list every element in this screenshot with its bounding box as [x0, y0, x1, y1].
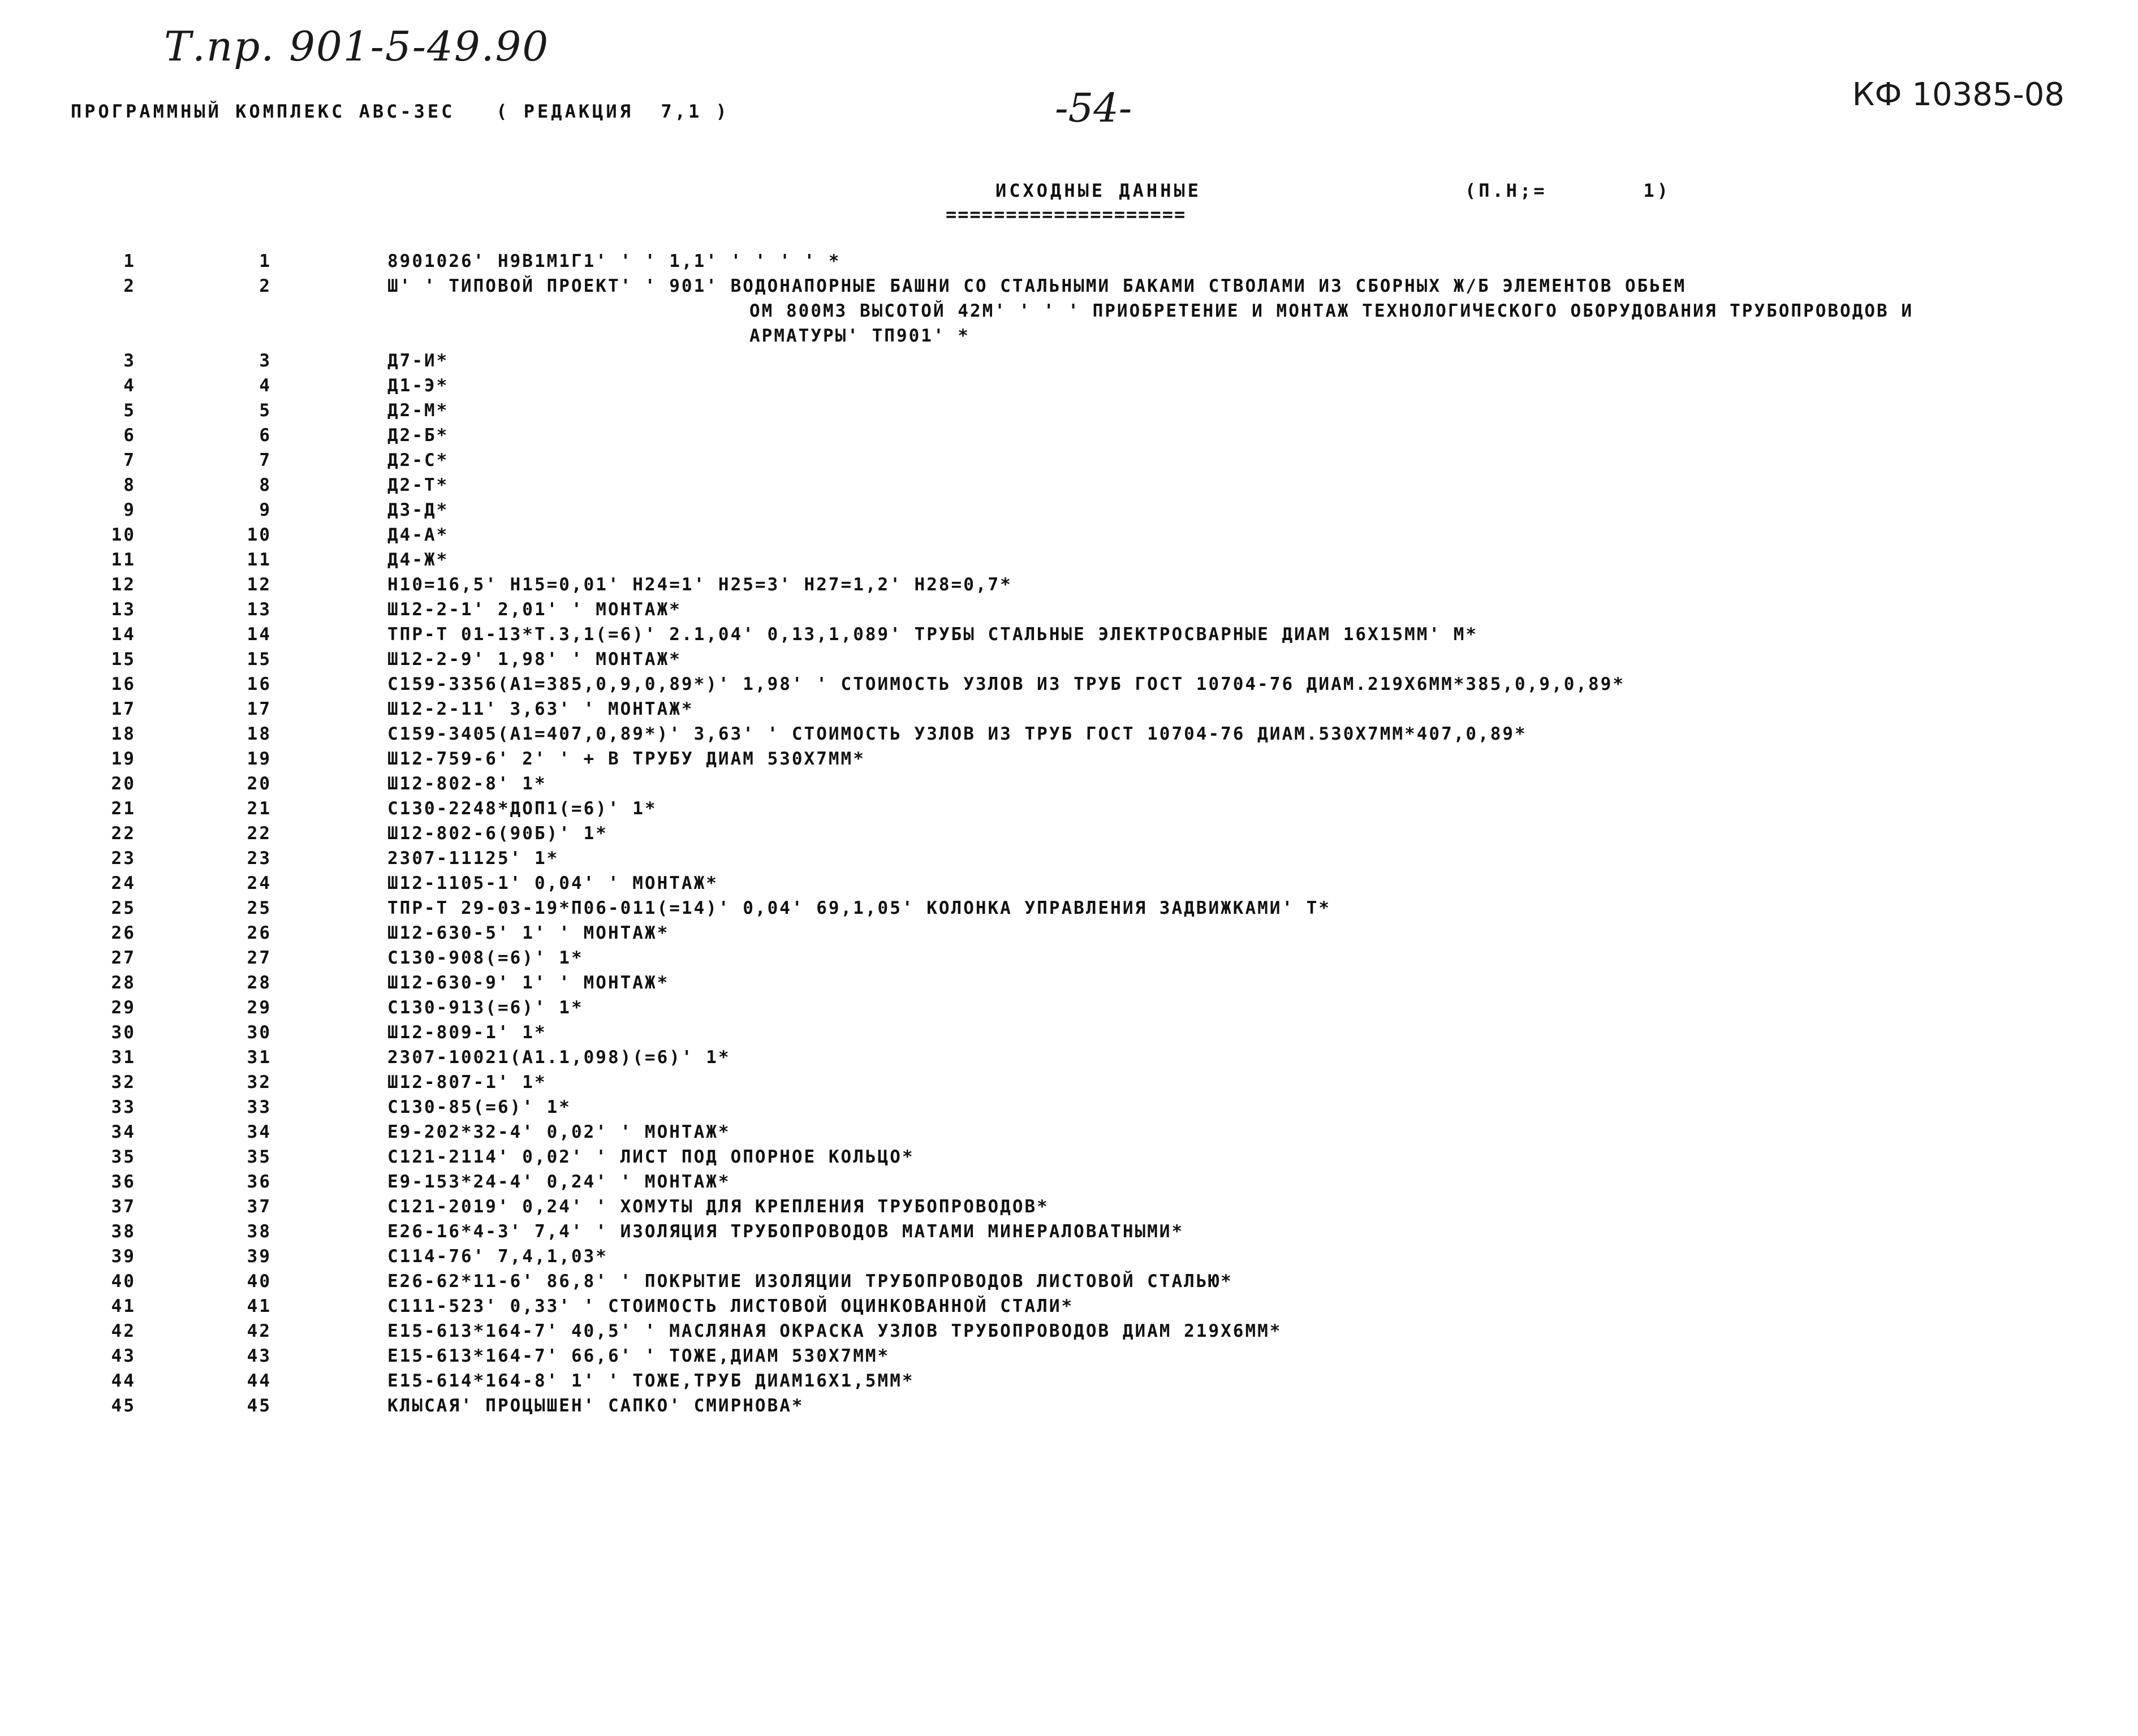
- card-number: 23: [247, 848, 271, 869]
- card-number: 13: [247, 599, 271, 620]
- listing-text: [387, 647, 2101, 672]
- listing-text: [387, 1294, 2101, 1319]
- line-number: 30: [111, 1022, 136, 1043]
- listing-text: [387, 498, 2101, 522]
- listing-text: [387, 522, 2101, 547]
- line-number: 40: [111, 1271, 136, 1292]
- listing-text: [387, 672, 2101, 697]
- card-number: 20: [247, 774, 271, 794]
- listing-text: [387, 722, 2101, 746]
- listing-text-line: Ш12-2-9' 1,98' ' МОНТАЖ*: [387, 649, 682, 670]
- line-number: 15: [111, 649, 136, 670]
- listing-text: [387, 622, 2101, 647]
- listing-row: [0, 796, 2138, 821]
- listing-row: [0, 1045, 2138, 1070]
- listing-text: [387, 1169, 2101, 1194]
- listing-text-line: Ш12-802-6(90Б)' 1*: [387, 823, 608, 844]
- listing-row: [0, 672, 2138, 697]
- card-number: 33: [247, 1097, 271, 1117]
- listing-text: [387, 274, 2101, 348]
- listing-text: [387, 249, 2101, 274]
- card-number: 28: [247, 973, 271, 993]
- listing-text: [387, 1219, 2101, 1244]
- listing-text-line: Ш12-630-5' 1' ' МОНТАЖ*: [387, 923, 670, 943]
- line-number: 8: [123, 475, 136, 495]
- listing-row: [0, 249, 2138, 274]
- line-number: 9: [123, 500, 136, 520]
- listing-row: [0, 1368, 2138, 1393]
- listing-row: [0, 1194, 2138, 1219]
- line-number: 26: [111, 923, 136, 943]
- card-number: 10: [247, 525, 271, 545]
- card-number: 15: [247, 649, 271, 670]
- listing-row: [0, 846, 2138, 871]
- listing-row: [0, 274, 2138, 348]
- card-number: 35: [247, 1147, 271, 1167]
- line-number: 23: [111, 848, 136, 869]
- line-number: 28: [111, 973, 136, 993]
- listing-row: [0, 398, 2138, 423]
- listing-text: [387, 1020, 2101, 1045]
- listing-text: [387, 1368, 2101, 1393]
- listing-text-line: Н10=16,5' Н15=0,01' Н24=1' Н25=3' Н27=1,2' Н28=0,7*: [387, 575, 1012, 595]
- line-number: 12: [111, 575, 136, 595]
- listing-row: [0, 547, 2138, 572]
- listing-text-line: Ш12-759-6' 2' ' + В ТРУБУ ДИАМ 530Х7ММ*: [387, 749, 865, 769]
- listing-text: [387, 1269, 2101, 1294]
- listing-text-line: Ш12-809-1' 1*: [387, 1022, 547, 1043]
- listing-row: [0, 1219, 2138, 1244]
- card-number: 14: [247, 624, 271, 645]
- listing-text: [387, 1095, 2101, 1120]
- card-number: 24: [247, 873, 271, 893]
- listing-text: [387, 1194, 2101, 1219]
- listing-text: [387, 846, 2101, 871]
- listing-text: [387, 945, 2101, 970]
- listing-row: [0, 647, 2138, 672]
- card-number: 17: [247, 699, 271, 719]
- card-number: 3: [259, 351, 271, 371]
- line-number: 13: [111, 599, 136, 620]
- listing-text-line: Ш12-807-1' 1*: [387, 1072, 547, 1092]
- listing-text-line: Д4-А*: [387, 525, 449, 545]
- listing-text: [387, 1145, 2101, 1169]
- card-number: 11: [247, 550, 271, 570]
- listing-text: [387, 547, 2101, 572]
- card-number: 9: [259, 500, 271, 520]
- card-number: 7: [259, 450, 271, 470]
- line-number: 33: [111, 1097, 136, 1117]
- page-title: ИСХОДНЫЕ ДАННЫЕ: [995, 180, 1201, 201]
- line-number: 37: [111, 1197, 136, 1217]
- handwritten-page-number: -54-: [1055, 85, 1132, 131]
- listing-text: [387, 597, 2101, 622]
- listing-text: [387, 921, 2101, 945]
- listing-text-line: Ш' ' ТИПОВОЙ ПРОЕКТ' ' 901' ВОДОНАПОРНЫЕ БАШНИ СО СТАЛЬНЫМИ БАКАМИ СТВОЛАМИ ИЗ СБОРНЫХ Ж/Б ЭЛЕМЕНТОВ ОБЬЕМ: [387, 276, 1687, 296]
- listing-text-line: С130-2248*ДОП1(=6)' 1*: [387, 798, 657, 819]
- listing-text-line: ТПР-Т 01-13*Т.3,1(=6)' 2.1,04' 0,13,1,089' ТРУБЫ СТАЛЬНЫЕ ЭЛЕКТРОСВАРНЫЕ ДИАМ 16Х15ММ' М*: [387, 624, 1479, 645]
- listing-text: [387, 448, 2101, 473]
- line-number: 34: [111, 1122, 136, 1142]
- line-number: 3: [123, 351, 136, 371]
- listing-row: [0, 597, 2138, 622]
- line-number: 36: [111, 1172, 136, 1192]
- listing-row: [0, 921, 2138, 945]
- line-number: 16: [111, 674, 136, 694]
- line-number: 7: [123, 450, 136, 470]
- line-number: 35: [111, 1147, 136, 1167]
- listing-text-line: С121-2019' 0,24' ' ХОМУТЫ ДЛЯ КРЕПЛЕНИЯ ТРУБОПРОВОДОВ*: [387, 1197, 1049, 1217]
- card-number: 16: [247, 674, 271, 694]
- card-number: 25: [247, 898, 271, 918]
- listing-text-line: С111-523' 0,33' ' СТОИМОСТЬ ЛИСТОВОЙ ОЦИНКОВАННОЙ СТАЛИ*: [387, 1296, 1074, 1316]
- card-number: 1: [259, 251, 271, 271]
- card-number: 27: [247, 948, 271, 968]
- listing-text-line: С130-908(=6)' 1*: [387, 948, 584, 968]
- card-number: 29: [247, 997, 271, 1018]
- listing-text-line: Ш12-630-9' 1' ' МОНТАЖ*: [387, 973, 670, 993]
- listing-row: [0, 1344, 2138, 1368]
- card-number: 44: [247, 1371, 271, 1391]
- card-number: 41: [247, 1296, 271, 1316]
- listing-text-line: 8901026' Н9В1М1Г1' ' ' 1,1' ' ' ' ' *: [387, 251, 841, 271]
- card-number: 21: [247, 798, 271, 819]
- line-number: 20: [111, 774, 136, 794]
- listing-row: [0, 522, 2138, 547]
- listing-continuation: ОМ 800М3 ВЫСОТОЙ 42М' ' ' ' ПРИОБРЕТЕНИЕ И МОНТАЖ ТЕХНОЛОГИЧЕСКОГО ОБОРУДОВАНИЯ ТРУБОПРОВОДОВ И: [749, 301, 1914, 321]
- line-number: 11: [111, 550, 136, 570]
- handwritten-document-id: КФ 10385-08: [1852, 76, 2064, 113]
- listing-text-line: Ш12-1105-1' 0,04' ' МОНТАЖ*: [387, 873, 718, 893]
- listing-row: [0, 970, 2138, 995]
- line-number: 24: [111, 873, 136, 893]
- listing-row: [0, 1070, 2138, 1095]
- listing-text: [387, 373, 2101, 398]
- pn-indicator: (П.Н;= 1): [1465, 180, 1671, 201]
- line-number: 1: [123, 251, 136, 271]
- card-number: 19: [247, 749, 271, 769]
- card-number: 43: [247, 1346, 271, 1366]
- listing-row: [0, 572, 2138, 597]
- line-number: 44: [111, 1371, 136, 1391]
- card-number: 36: [247, 1172, 271, 1192]
- card-number: 31: [247, 1047, 271, 1068]
- listing-text-line: С121-2114' 0,02' ' ЛИСТ ПОД ОПОРНОЕ КОЛЬЦО*: [387, 1147, 915, 1167]
- line-number: 38: [111, 1221, 136, 1242]
- listing-row: [0, 896, 2138, 921]
- card-number: 18: [247, 724, 271, 744]
- listing-text-line: С159-3405(А1=407,0,89*)' 3,63' ' СТОИМОСТЬ УЗЛОВ ИЗ ТРУБ ГОСТ 10704-76 ДИАМ.530Х7ММ*407,0,89*: [387, 724, 1527, 744]
- listing-text-line: С130-85(=6)' 1*: [387, 1097, 571, 1117]
- listing-row: [0, 1294, 2138, 1319]
- listing-row: [0, 821, 2138, 846]
- listing-row: [0, 995, 2138, 1020]
- listing-row: [0, 1120, 2138, 1145]
- card-number: 38: [247, 1221, 271, 1242]
- listing-row: [0, 448, 2138, 473]
- card-number: 30: [247, 1022, 271, 1043]
- listing-text-line: Д1-Э*: [387, 375, 449, 396]
- listing-text-line: 2307-10021(А1.1,098)(=6)' 1*: [387, 1047, 731, 1068]
- listing-row: [0, 622, 2138, 647]
- listing-text: [387, 970, 2101, 995]
- listing-row: [0, 373, 2138, 398]
- card-number: 12: [247, 575, 271, 595]
- listing-text: [387, 821, 2101, 846]
- listing-text: [387, 1244, 2101, 1269]
- line-number: 6: [123, 425, 136, 446]
- listing-row: [0, 722, 2138, 746]
- listing-row: [0, 1095, 2138, 1120]
- listing-row: [0, 498, 2138, 522]
- line-number: 41: [111, 1296, 136, 1316]
- listing-text-line: КЛЫСАЯ' ПРОЦЫШЕН' САПКО' СМИРНОВА*: [387, 1396, 804, 1416]
- line-number: 10: [111, 525, 136, 545]
- listing-text-line: Е15-614*164-8' 1' ' ТОЖЕ,ТРУБ ДИАМ16Х1,5ММ*: [387, 1371, 915, 1391]
- listing-row: [0, 423, 2138, 448]
- listing-row: [0, 746, 2138, 771]
- listing-text: [387, 746, 2101, 771]
- listing-text: [387, 871, 2101, 896]
- listing-text: [387, 398, 2101, 423]
- listing-row: [0, 771, 2138, 796]
- line-number: 5: [123, 400, 136, 421]
- listing-row: [0, 1244, 2138, 1269]
- listing-text: [387, 697, 2101, 722]
- card-number: 6: [259, 425, 271, 446]
- card-number: 4: [259, 375, 271, 396]
- title-underline: ====================: [946, 204, 1187, 225]
- card-number: 34: [247, 1122, 271, 1142]
- listing-text: [387, 796, 2101, 821]
- listing-text-line: Ш12-802-8' 1*: [387, 774, 547, 794]
- line-number: 32: [111, 1072, 136, 1092]
- line-number: 2: [123, 276, 136, 296]
- card-number: 8: [259, 475, 271, 495]
- listing-text-line: Д2-М*: [387, 400, 449, 421]
- line-number: 4: [123, 375, 136, 396]
- listing-row: [0, 945, 2138, 970]
- line-number: 43: [111, 1346, 136, 1366]
- listing-row: [0, 348, 2138, 373]
- listing-text-line: С130-913(=6)' 1*: [387, 997, 584, 1018]
- line-number: 18: [111, 724, 136, 744]
- card-number: 26: [247, 923, 271, 943]
- listing-text: [387, 348, 2101, 373]
- listing-text-line: Е26-16*4-3' 7,4' ' ИЗОЛЯЦИЯ ТРУБОПРОВОДОВ МАТАМИ МИНЕРАЛОВАТНЫМИ*: [387, 1221, 1184, 1242]
- listing-text: [387, 1344, 2101, 1368]
- listing-row: [0, 871, 2138, 896]
- listing-row: [0, 1169, 2138, 1194]
- line-number: 17: [111, 699, 136, 719]
- line-number: 31: [111, 1047, 136, 1068]
- card-number: 22: [247, 823, 271, 844]
- listing-text-line: Д2-Б*: [387, 425, 449, 446]
- line-number: 45: [111, 1396, 136, 1416]
- line-number: 39: [111, 1246, 136, 1267]
- line-number: 22: [111, 823, 136, 844]
- program-header: ПРОГРАММНЫЙ КОМПЛЕКС АВС-3ЕС ( РЕДАКЦИЯ 7,1 ): [71, 101, 730, 122]
- listing-text-line: Е9-202*32-4' 0,02' ' МОНТАЖ*: [387, 1122, 731, 1142]
- listing-text-line: Д4-Ж*: [387, 550, 449, 570]
- listing-text-line: Д7-И*: [387, 351, 449, 371]
- listing-text-line: Ш12-2-11' 3,63' ' МОНТАЖ*: [387, 699, 694, 719]
- listing-text-line: Е26-62*11-6' 86,8' ' ПОКРЫТИЕ ИЗОЛЯЦИИ ТРУБОПРОВОДОВ ЛИСТОВОЙ СТАЛЬЮ*: [387, 1271, 1233, 1292]
- line-number: 27: [111, 948, 136, 968]
- listing-row: [0, 1393, 2138, 1418]
- card-number: 40: [247, 1271, 271, 1292]
- card-number: 2: [259, 276, 271, 296]
- listing-text-line: 2307-11125' 1*: [387, 848, 559, 869]
- line-number: 29: [111, 997, 136, 1018]
- card-number: 32: [247, 1072, 271, 1092]
- line-number: 42: [111, 1321, 136, 1341]
- listing-row: [0, 1145, 2138, 1169]
- listing-text: [387, 896, 2101, 921]
- listing-text-line: Д2-С*: [387, 450, 449, 470]
- listing-text: [387, 1393, 2101, 1418]
- listing-text: [387, 995, 2101, 1020]
- listing-text: [387, 1319, 2101, 1344]
- listing-text-line: Е15-613*164-7' 66,6' ' ТОЖЕ,ДИАМ 530Х7ММ*: [387, 1346, 890, 1366]
- listing-text-line: Д2-Т*: [387, 475, 449, 495]
- listing-text-line: Е15-613*164-7' 40,5' ' МАСЛЯНАЯ ОКРАСКА УЗЛОВ ТРУБОПРОВОДОВ ДИАМ 219Х6ММ*: [387, 1321, 1282, 1341]
- listing-continuation: АРМАТУРЫ' ТП901' *: [749, 326, 970, 346]
- listing-text-line: ТПР-Т 29-03-19*П06-011(=14)' 0,04' 69,1,05' КОЛОНКА УПРАВЛЕНИЯ ЗАДВИЖКАМИ' Т*: [387, 898, 1331, 918]
- listing-text-line: С159-3356(А1=385,0,9,0,89*)' 1,98' ' СТОИМОСТЬ УЗЛОВ ИЗ ТРУБ ГОСТ 10704-76 ДИАМ.219Х6ММ*385,0,9,0,89*: [387, 674, 1626, 694]
- card-number: 42: [247, 1321, 271, 1341]
- line-number: 14: [111, 624, 136, 645]
- listing-text-line: Е9-153*24-4' 0,24' ' МОНТАЖ*: [387, 1172, 731, 1192]
- line-number: 21: [111, 798, 136, 819]
- card-number: 45: [247, 1396, 271, 1416]
- listing-text: [387, 771, 2101, 796]
- card-number: 37: [247, 1197, 271, 1217]
- listing-text: [387, 1070, 2101, 1095]
- listing-row: [0, 1319, 2138, 1344]
- handwritten-project-note: Т.пр. 901-5-49.90: [164, 23, 550, 70]
- listing-row: [0, 473, 2138, 498]
- listing-text-line: С114-76' 7,4,1,03*: [387, 1246, 608, 1267]
- listing-text: [387, 1120, 2101, 1145]
- listing-text-line: Ш12-2-1' 2,01' ' МОНТАЖ*: [387, 599, 682, 620]
- listing-text: [387, 473, 2101, 498]
- listing-text-line: Д3-Д*: [387, 500, 449, 520]
- listing-row: [0, 697, 2138, 722]
- line-number: 19: [111, 749, 136, 769]
- listing-text: [387, 423, 2101, 448]
- source-listing: [0, 249, 2138, 1418]
- listing-row: [0, 1020, 2138, 1045]
- listing-text: [387, 1045, 2101, 1070]
- listing-text: [387, 572, 2101, 597]
- line-number: 25: [111, 898, 136, 918]
- card-number: 39: [247, 1246, 271, 1267]
- card-number: 5: [259, 400, 271, 421]
- listing-row: [0, 1269, 2138, 1294]
